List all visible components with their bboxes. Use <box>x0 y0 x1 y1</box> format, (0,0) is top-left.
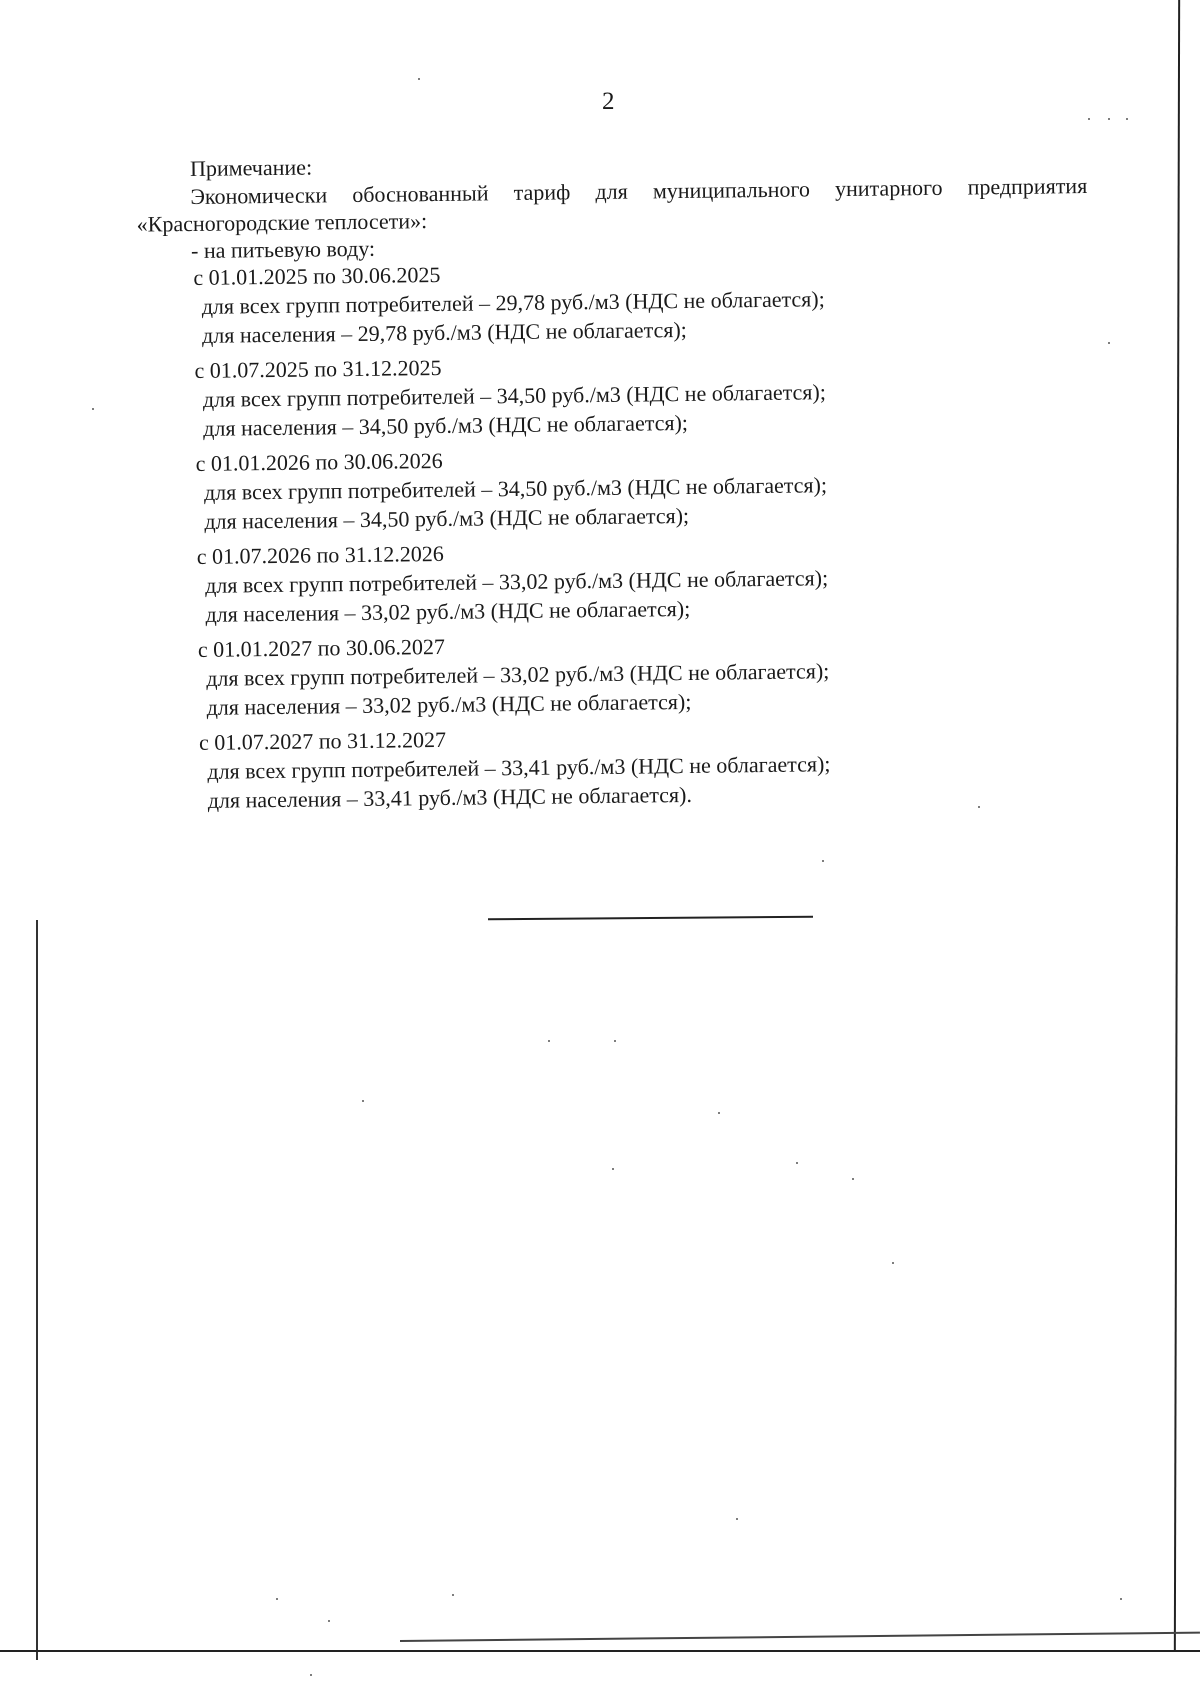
scan-speck <box>822 860 824 862</box>
rate-all-consumers: для всех групп потребителей – 34,50 руб./м3 (НДС не облагается); <box>203 472 828 505</box>
rate-population: для населения – 33,02 руб./м3 (НДС не облагается); <box>205 595 691 627</box>
scan-speck <box>736 1518 738 1520</box>
note-word: Экономически <box>190 182 328 209</box>
scan-speck <box>614 1040 616 1042</box>
note-word: тариф <box>513 179 571 206</box>
scan-speck <box>452 1594 454 1596</box>
scan-speck <box>92 408 94 410</box>
rate-population: для населения – 33,02 руб./м3 (НДС не облагается); <box>206 688 692 720</box>
rate-all-consumers: для всех групп потребителей – 33,02 руб./м3 (НДС не облагается); <box>204 565 829 598</box>
rate-population: для населения – 34,50 руб./м3 (НДС не облагается); <box>204 502 690 534</box>
scan-edge-bottom <box>0 1650 1200 1652</box>
rate-all-consumers: для всех групп потребителей – 33,02 руб./м3 (НДС не облагается); <box>206 658 830 691</box>
scan-speck <box>310 1674 312 1676</box>
end-divider-line <box>488 916 813 920</box>
period-line: с 01.07.2025 по 31.12.2025 <box>194 354 442 383</box>
note-text <box>190 175 1087 208</box>
note-word: для <box>595 178 628 205</box>
scan-speck <box>852 1178 854 1180</box>
note-word: обоснованный <box>352 180 489 208</box>
period-line: с 01.07.2027 по 31.12.2027 <box>198 726 447 755</box>
note-text-continuation: «Красногородские теплосети»: <box>136 208 428 237</box>
scan-speck <box>1088 118 1090 120</box>
rate-population: для населения – 34,50 руб./м3 (НДС не облагается); <box>203 409 689 441</box>
scan-speck <box>418 78 420 80</box>
period-line: с 01.01.2025 по 30.06.2025 <box>193 261 441 290</box>
scan-speck <box>276 1598 278 1600</box>
scan-speck <box>796 1162 798 1164</box>
note-word: унитарного <box>834 174 943 202</box>
rate-population: для населения – 33,41 руб./м3 (НДС не облагается). <box>207 781 693 813</box>
rate-all-consumers: для всех групп потребителей – 29,78 руб./м3 (НДС не облагается); <box>201 286 825 319</box>
scan-speck <box>892 1262 894 1264</box>
page-number: 2 <box>602 88 615 115</box>
note-label: Примечание: <box>189 154 313 181</box>
scan-edge-left <box>36 920 38 1660</box>
scan-edge-bottom-skew <box>400 1632 1200 1642</box>
scan-speck <box>548 1040 550 1042</box>
scan-speck <box>612 1168 614 1170</box>
scan-speck <box>1108 118 1110 120</box>
period-line: с 01.01.2026 по 30.06.2026 <box>195 447 443 476</box>
period-line: с 01.01.2027 по 30.06.2027 <box>197 633 446 662</box>
scan-edge-right <box>1174 0 1180 1650</box>
scan-speck <box>718 1112 720 1114</box>
rate-all-consumers: для всех групп потребителей – 33,41 руб./м3 (НДС не облагается); <box>207 751 831 784</box>
note-word: предприятия <box>967 173 1088 200</box>
rate-all-consumers: для всех групп потребителей – 34,50 руб./м3 (НДС не облагается); <box>202 379 827 412</box>
scan-speck <box>978 806 980 808</box>
scan-speck <box>328 1620 330 1622</box>
document-body <box>0 0 1198 813</box>
note-word: муниципального <box>652 176 811 204</box>
note-water-heading: - на питьевую воду: <box>190 235 376 263</box>
rate-population: для населения – 29,78 руб./м3 (НДС не облагается); <box>201 316 687 348</box>
scan-speck <box>1126 118 1128 120</box>
scan-speck <box>1120 1598 1122 1600</box>
period-line: с 01.07.2026 по 31.12.2026 <box>196 540 444 569</box>
scan-speck <box>362 1100 364 1102</box>
scan-speck <box>1108 342 1110 344</box>
